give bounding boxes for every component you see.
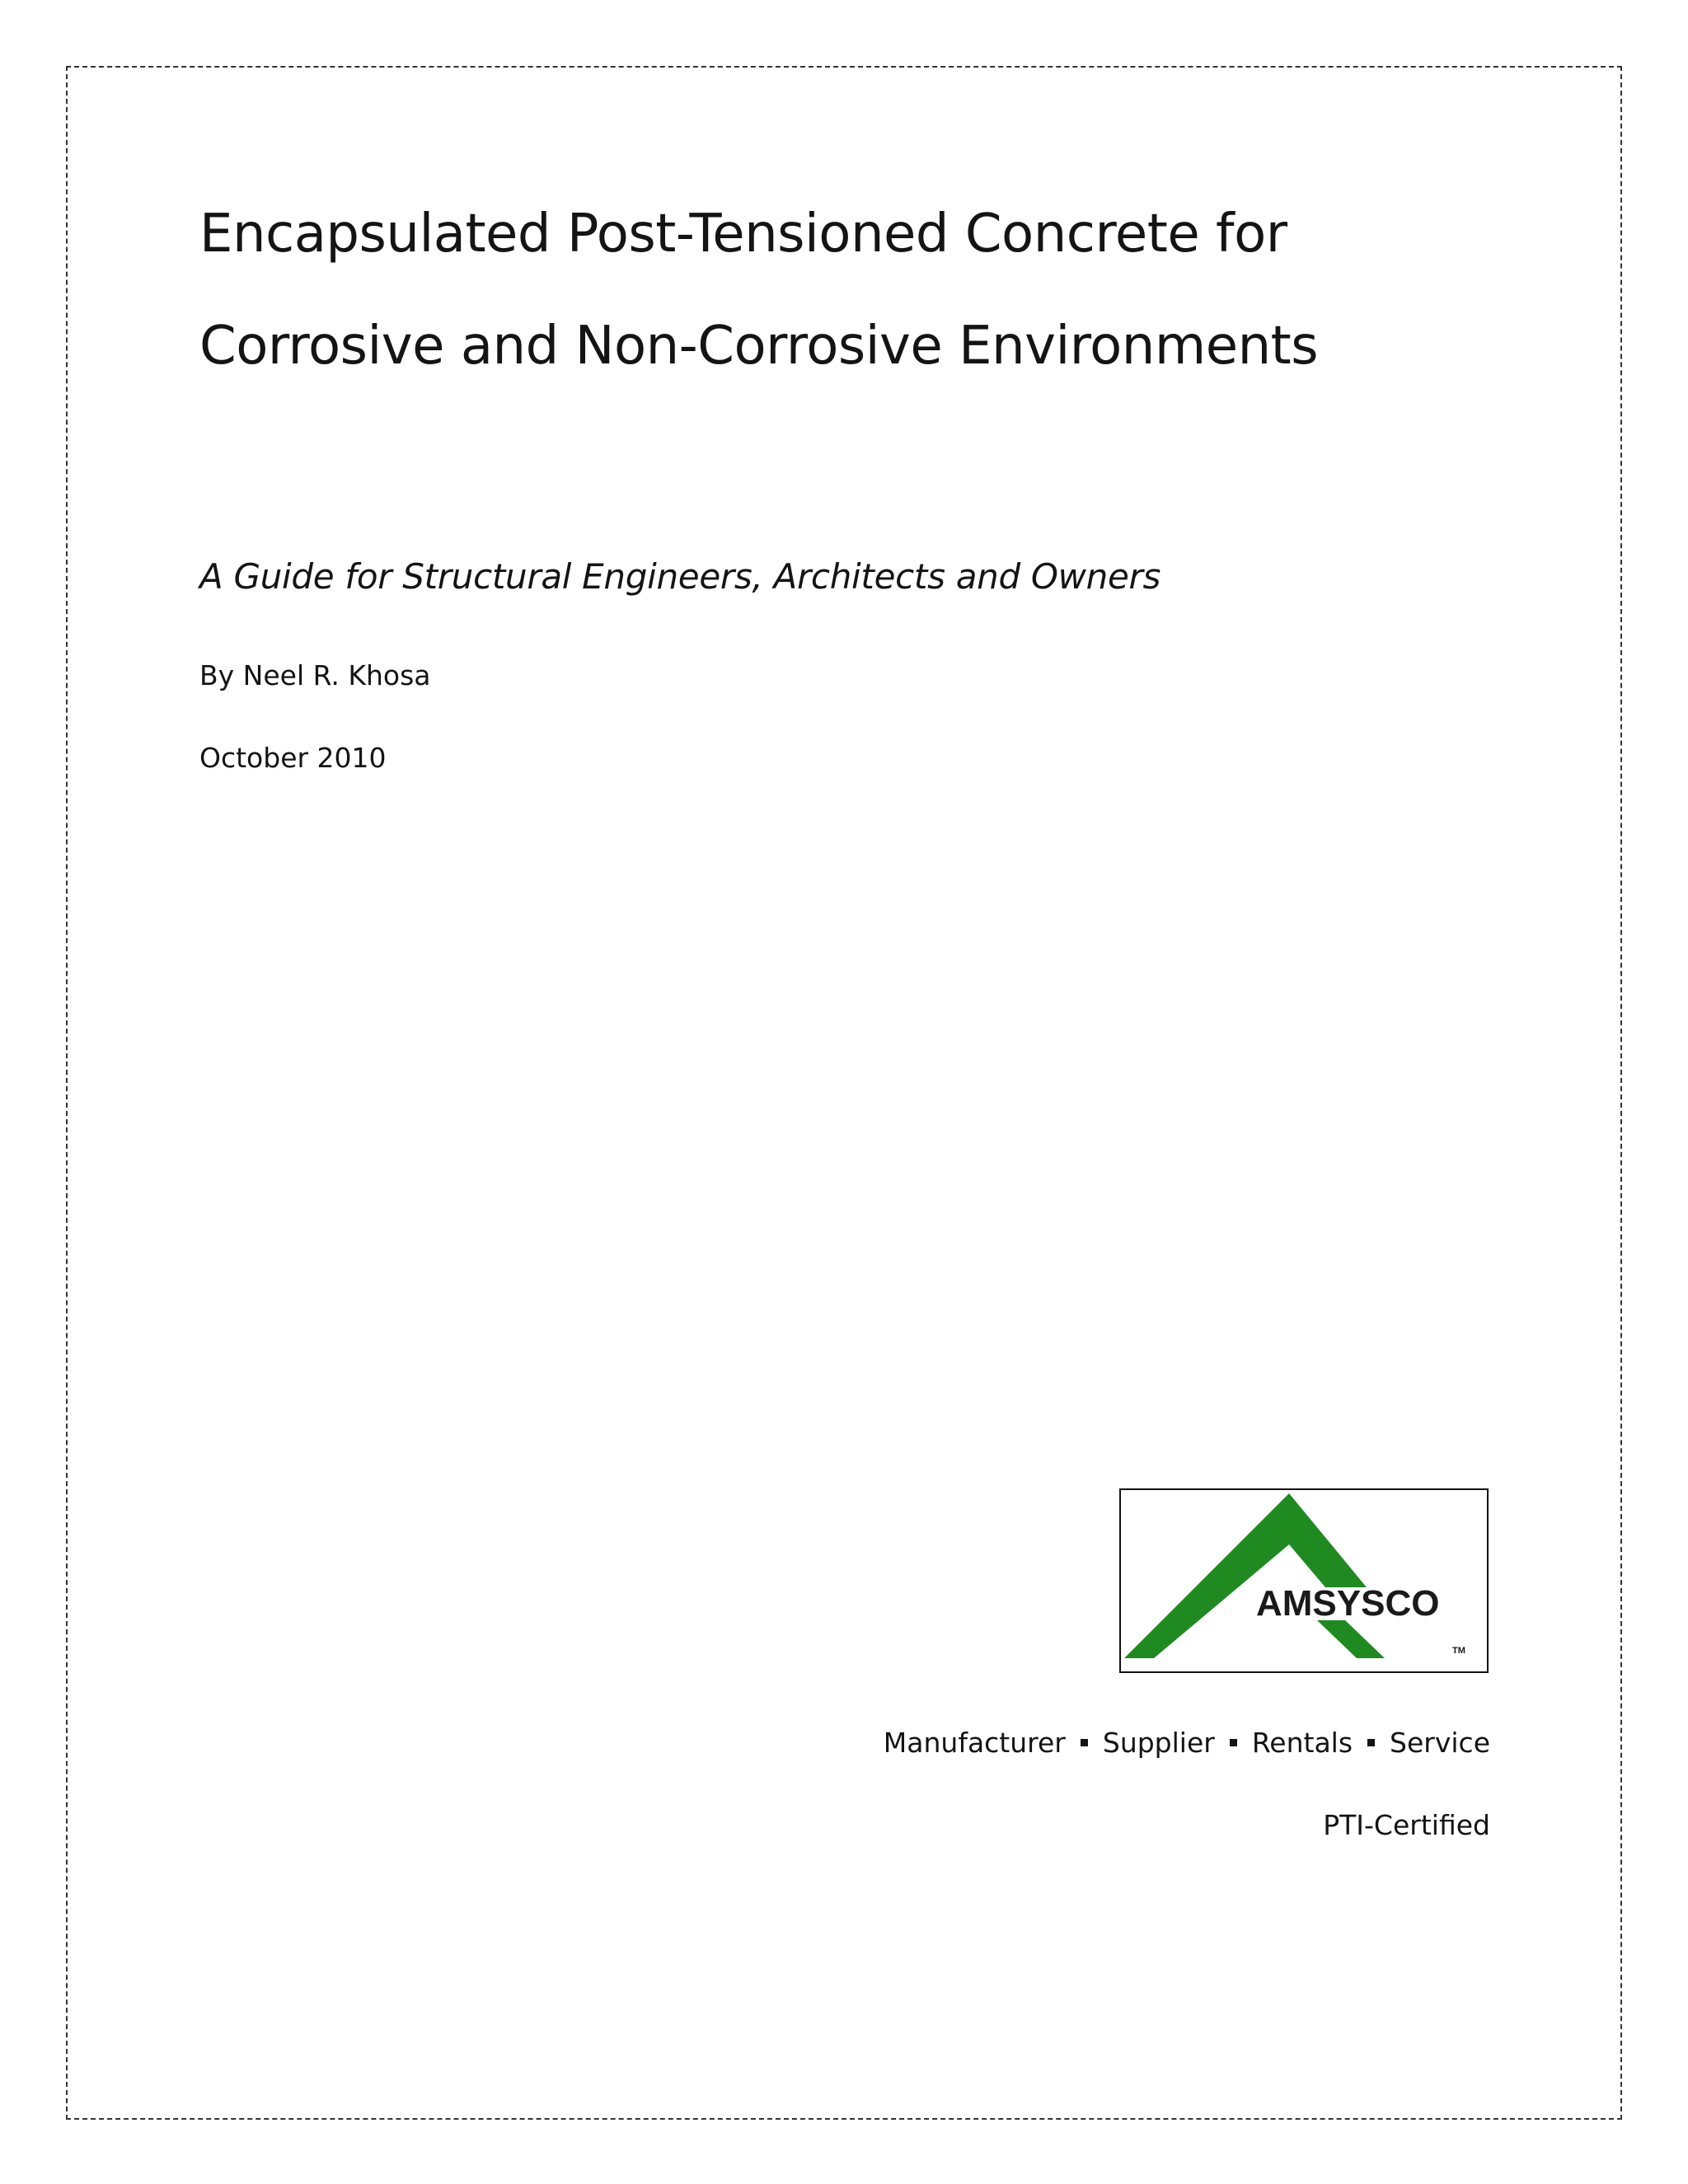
author-line: By Neel R. Khosa [199, 659, 431, 691]
publication-date: October 2010 [199, 742, 387, 774]
document-title-line-2: Corrosive and Non-Corrosive Environments [199, 316, 1319, 377]
bullet-separator [1081, 1739, 1088, 1746]
services-line [884, 1727, 1490, 1759]
logo-wordmark: AMSYSCO [1256, 1583, 1440, 1624]
bullet-separator [1230, 1739, 1237, 1746]
company-logo [1119, 1488, 1489, 1673]
service-supplier: Supplier [1102, 1727, 1215, 1759]
certification-label: PTI-Certified [1323, 1809, 1490, 1841]
service-rentals: Rentals [1251, 1727, 1353, 1759]
service-service: Service [1390, 1727, 1490, 1759]
bullet-separator [1367, 1739, 1375, 1746]
document-subtitle: A Guide for Structural Engineers, Architects and Owners [199, 556, 1161, 597]
amsysco-logo-icon [1121, 1490, 1489, 1673]
logo-underline-shape [1317, 1620, 1385, 1658]
logo-trademark: TM [1452, 1646, 1465, 1656]
document-title-line-1: Encapsulated Post-Tensioned Concrete for [199, 204, 1287, 265]
service-manufacturer: Manufacturer [883, 1727, 1066, 1759]
logo-chevron-shape [1124, 1493, 1367, 1658]
